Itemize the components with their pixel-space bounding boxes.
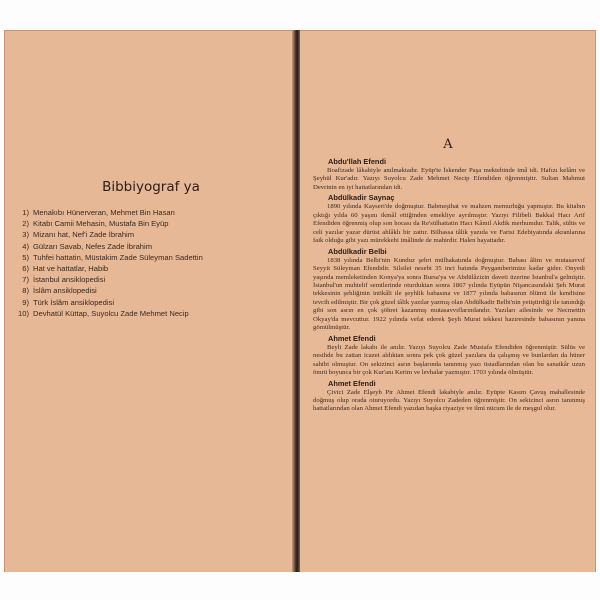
item-text: Kitabı Camii Mehasin, Mustafa Bin Eyüp [33,219,169,229]
bibliography-item [15,263,290,274]
entry-body: Çivici Zade Elşeyh Pir Ahmet Efendi lakabiyle anılır. Eyüpte Kasım Çavuş mahallesinde doğmuş olup orada oturuyordu. Yazıyı Suyolcu Zadeden öğrenmiştir. On sekizinci asrın tanınmış hattatlarından olan Ahmet Efendi yazıdan başka riyaziye ve ilmi nücum ile de meşgul olur. [313,388,585,413]
section-letter: A [443,137,453,152]
item-text: İstanbul ansiklopedisi [33,275,106,285]
item-number: 6) [22,263,29,273]
entry-heading: Ahmet Efendi [328,378,376,388]
bibliography-item [15,252,290,263]
item-number: 8) [22,286,29,296]
item-text: Tuhfei hattatin, Müstakim Zade Süleyman Sadettin [33,252,203,262]
bibliography-item [15,297,290,308]
entry-body: Boafizade lâkabiyle anılmaktadır. Eyüp'te İskender Paşa mektebinde imâ idi. Hafızı kelâm ve Şeyhül Kur'adır. Yazıyı Suyolcu Zade Mehmet Necip Efendiden öğrenmiştir. Sultan Mahmut Devrinin en iyi hattatlarından idi. [313,167,585,191]
right-page [300,30,596,572]
entry-body: 1838 yılında Belbi'nin Kunduz şehri mülhakatında doğmuştur. Babası âlim ve mutasavvıf Seyyit Süleyman Efendidir. Silsilei nesebi 35 inci batında Peygamberimize kadar gider. Onyedi yaşında memleketinden Konya'ya sonra Bursa'ya ve Abdülâzizin daveti üzerine İstanbul'a gelmiştir. İstanbul'un muhtelif semtlerinde oturduktan sonra 1867 yılında Eyüpün Nişancasındaki Şeh Murat tekkesinin şehliğinin intikâli ile şeyhlik babasına ve 1877 yılında babasının ölümü ile kendisine tevcih edilmiştir. Bir çok güzel tâlik yazılar yazmış olan Abdülkadir Belbi'nin yetiştirdiği ile tanındığı gibi son asrın en çok şöhret kazanmış mutasavvıflarındandır. Yazıları ailesinde ve Necmettin Okyay'da mevcuttur. 1922 yılında vefat ederek Şeyh Murat tekkesi hazıresinde babasının yanına gömülmüştür. [313,256,585,332]
bibliography-item [15,241,290,252]
item-text: İslâm ansiklopedisi [33,286,97,296]
bibliography-item [15,218,290,229]
entry-body: 1890 yılında Kayseri'de doğmuştur. Babmeşihat ve mahzen memurluğu yapmıştır. Bu kitabın çıktığı yılda 60 yaşını ikmâl ettiğinden emekliye ayrılmıştır. Yazıyı Filibeli Bakkal Hacı Arif Efendiden öğrenmiş olup son hocası da Re'sülhattatin Hacı Kâmil Akdik merhumdur. Talik, sülüs ve celi yazılar yazar dürüst ahlâklı bir zattır. Bilhassa tâlik yazıda ve Farisi Edebiyatında akranlarına faik olduğu gibi yazı mürekkebi imâlinde de mahirdir. Halen hayattadır. [313,203,585,245]
item-number: 4) [22,241,29,251]
item-text: Hat ve hattatlar, Habib [33,263,109,273]
item-number: 2) [22,219,29,229]
bibliography-title: Bibbiyograf ya [102,179,200,195]
item-text: Menakıbı Hünerveran, Mehmet Bin Hasan [33,208,175,217]
bibliography-item [15,229,290,240]
bibliography-item [15,274,290,285]
item-text: Türk İslâm ansiklopedisi [33,297,115,307]
entry-heading: Abdülkadir Belbi [328,246,387,256]
bibliography-item [15,285,290,296]
item-text: Mizanı hat, Nef'i Zade İbrahim [33,230,135,240]
item-number: 7) [22,275,29,285]
item-number: 10) [18,308,29,318]
item-number: 5) [22,252,29,262]
item-text: Devhatül Küttap, Suyolcu Zade Mehmet Necip [33,308,189,318]
bibliography-item [15,207,290,218]
item-number: 1) [22,208,29,217]
entry-body: Beyli Zade lakabı ile anılır. Yazıyı Suyolcu Zade Mustafa Efendiden öğrenmiştir. Sülüs ve nesihde bu zattan icazet aldıktan sonra pek çok güzel yazılara da çalışmış ve bunlardan da hüner sahibi olmuştur. On sekizinci asrın başlarında tanınmış yazı üstadlarından olan bu sanatkâr uzun ömrü boyunca bir çok Kur'anı Kerim ve levhalar yazmıştır. 1703 yılında ölmüştür. [313,343,585,377]
item-text: Gülzarı Savab, Nefes Zade İbrahim [33,241,153,251]
bibliography-item [15,308,290,319]
item-number: 9) [22,297,29,307]
left-page [4,30,296,572]
item-number: 3) [22,230,29,240]
entry-heading: Abdülkadir Saynaç [328,193,395,203]
bibliography-list [15,207,290,319]
entry-heading: Ahmet Efendi [328,333,376,343]
biography-entries [313,156,585,414]
entry-heading: Abdu'llah Efendi [328,157,387,166]
